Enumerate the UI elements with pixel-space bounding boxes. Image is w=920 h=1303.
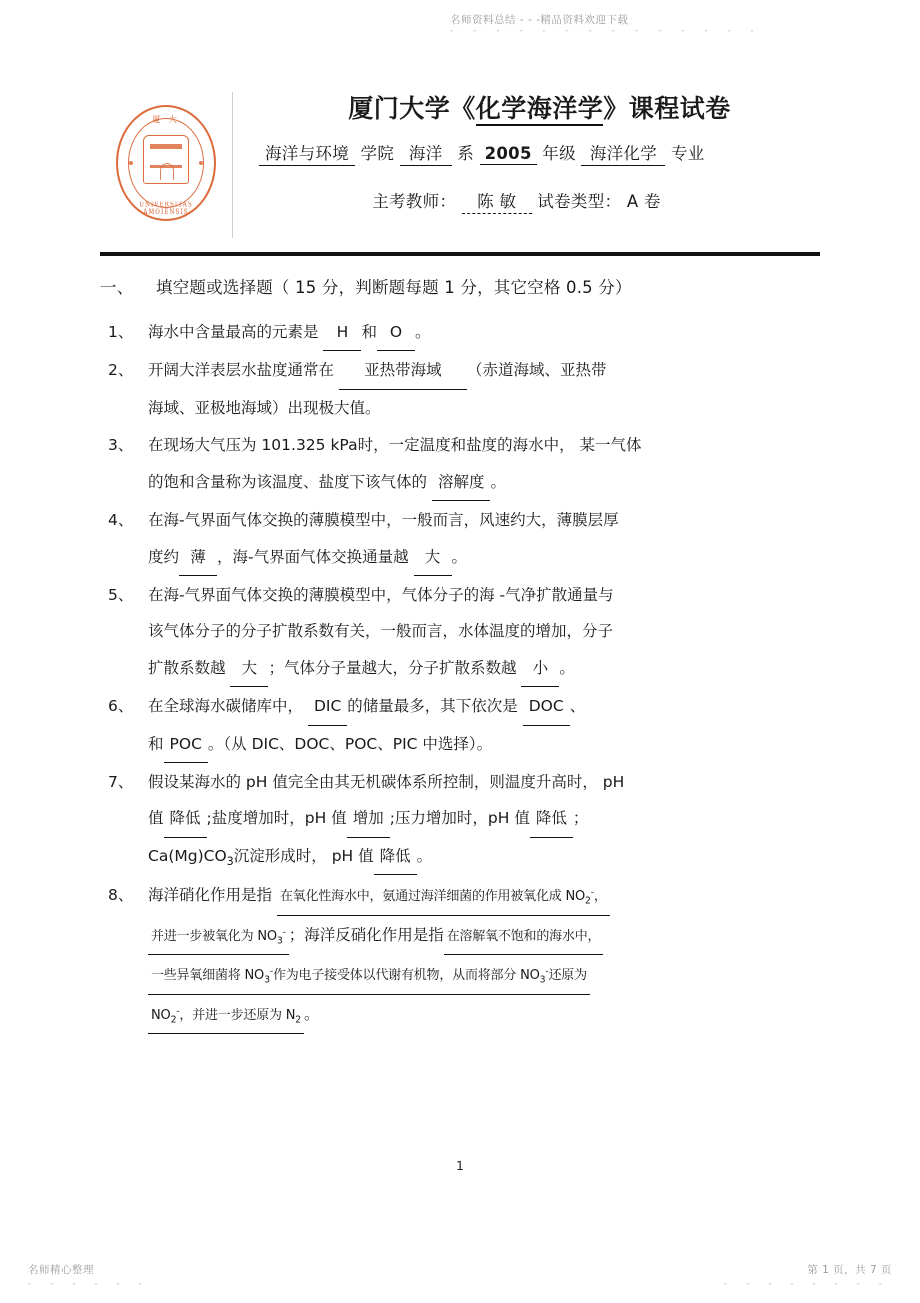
teacher-label: 主考教师： — [372, 191, 457, 211]
question-body — [148, 577, 820, 687]
question-item — [100, 577, 820, 687]
answer-blank[interactable]: DOC — [523, 688, 570, 725]
question-text: 在海-气界面气体交换的薄膜模型中，一般而言，风速约大，薄膜层厚 — [148, 511, 619, 530]
question-line — [148, 502, 820, 538]
watermark-bottom-right-dots: - - - - - - - - — [723, 1279, 890, 1289]
question-line — [148, 916, 820, 956]
university-seal-icon — [116, 105, 216, 221]
question-text: 假设某海水的 pH 值完全由其无机碳体系所控制，则温度升高时， pH — [148, 773, 625, 792]
college-label: 学院 — [360, 143, 395, 163]
question-number: 1、 — [108, 323, 134, 341]
question-text: ;盐度增加时，pH 值 — [206, 809, 347, 828]
question-line — [148, 464, 820, 501]
question-text: 沉淀形成时， pH 值 — [233, 846, 374, 865]
question-item — [100, 314, 820, 351]
meta-line-teacher — [259, 188, 820, 214]
watermark-bottom-left-dots: - - - - - - — [28, 1279, 150, 1289]
answer-blank[interactable]: 大 — [414, 539, 452, 576]
answer-text[interactable]: 在溶解氧不饱和的海水中， — [444, 921, 604, 956]
college-value[interactable]: 海洋与环境 — [259, 140, 355, 166]
question-text: 海水中含量最高的元素是 — [148, 323, 324, 341]
header-text-block — [233, 88, 820, 238]
question-line — [148, 995, 820, 1035]
section-number: 一、 — [100, 278, 134, 297]
question-text: 在全球海水碳储库中， — [148, 697, 308, 716]
question-line — [148, 764, 820, 800]
question-text: 。 — [559, 658, 575, 677]
question-number: 7、 — [108, 773, 134, 792]
question-text: 。 — [414, 323, 431, 341]
question-text: 和 — [361, 323, 377, 341]
answer-text[interactable]: 一些异氧细菌将 $NO_3^-$作为电子接受体以代谢有机物，从而将部分 $NO_3^-$还原为 — [148, 960, 590, 995]
answer-blank[interactable]: DIC — [308, 688, 347, 725]
question-line — [148, 688, 820, 725]
question-line — [148, 352, 820, 389]
question-text: 。（从 DIC、DOC、POC、PIC 中选择）。 — [207, 734, 493, 753]
exam-header — [100, 88, 820, 238]
question-body — [148, 876, 820, 1034]
question-text: ； — [572, 809, 589, 828]
meta-line-college — [259, 140, 820, 166]
section-title: 填空题或选择题（ 15 分，判断题每题 1 分，其它空格 0.5 分） — [156, 278, 632, 297]
question-text: 海域、亚极地海域）出现极大值。 — [148, 398, 381, 417]
watermark-bottom-right: 第 1 页，共 7 页 — [807, 1264, 892, 1276]
question-number: 2、 — [108, 361, 134, 380]
question-text: 度约 — [148, 547, 180, 566]
question-item — [100, 688, 820, 763]
question-text: 。 — [304, 1004, 320, 1023]
answer-blank[interactable]: 薄 — [179, 539, 217, 576]
question-list — [100, 314, 820, 1034]
watermark-top-dots: - - - - - - - - - - - - - - — [450, 26, 763, 36]
answer-blank[interactable]: 大 — [230, 650, 268, 687]
answer-text[interactable]: 并进一步被氧化为 $NO_3^-$ — [148, 921, 289, 956]
question-text: 。 — [490, 472, 506, 491]
question-line — [148, 390, 820, 426]
answer-text[interactable]: $NO_2^-$，并进一步还原为 $N_2$ — [148, 1000, 304, 1035]
question-line — [148, 539, 820, 576]
question-text: 的饱和含量称为该温度、盐度下该气体的 — [148, 472, 432, 491]
answer-blank[interactable]: 小 — [521, 650, 559, 687]
teacher-value[interactable]: 陈 敏 — [462, 188, 532, 214]
question-text: 在现场大气压为 101.325 kPa时，一定温度和盐度的海水中， 某一气体 — [148, 436, 642, 455]
question-text: 。 — [451, 547, 468, 566]
answer-blank[interactable]: POC — [164, 726, 208, 763]
question-item — [100, 352, 820, 426]
title-prefix: 厦门大学《 — [348, 94, 476, 123]
question-line — [148, 876, 820, 916]
exam-content — [100, 256, 820, 1034]
title-course-name: 化学海洋学 — [476, 94, 604, 126]
question-text: 该气体分子的分子扩散系数有关，一般而言，水体温度的增加，分子 — [148, 622, 614, 641]
question-line — [148, 838, 820, 875]
question-line — [148, 613, 820, 649]
answer-text[interactable]: 在氧化性海水中，氨通过海洋细菌的作用被氧化成 $NO_2^-$， — [277, 881, 610, 916]
question-body — [148, 688, 820, 763]
seal-tick-right — [199, 161, 203, 165]
question-body — [148, 352, 820, 426]
question-text: 海洋硝化作用是指 — [148, 886, 277, 905]
seal-arc-text: UNIVERSITAS AMOIENSIS — [139, 201, 193, 217]
watermark-top-text: 名师资料总结 - - -精品资料欢迎下载 — [450, 14, 629, 26]
question-text: 在海-气界面气体交换的薄膜模型中，气体分子的海 -气净扩散通量与 — [148, 585, 614, 604]
question-text: 和 — [148, 734, 164, 753]
question-body — [148, 764, 820, 875]
question-text: 。 — [416, 846, 433, 865]
seal-container — [100, 88, 232, 238]
answer-blank[interactable]: 增加 — [347, 800, 390, 837]
question-line — [148, 726, 820, 763]
question-number: 6、 — [108, 697, 134, 716]
question-item — [100, 764, 820, 875]
answer-blank[interactable]: O — [377, 314, 415, 351]
question-item — [100, 502, 820, 576]
answer-blank[interactable]: 降低 — [530, 800, 573, 837]
question-line — [148, 650, 820, 687]
chemical-formula: $Ca(Mg)CO_3$ — [148, 846, 234, 868]
seal-crest-icon — [143, 135, 189, 184]
watermark-bottom-left: 名师精心整理 — [28, 1264, 94, 1276]
seal-top-chars: 厦 大 — [152, 115, 180, 125]
question-text: ；气体分子量越大，分子扩散系数越 — [268, 658, 522, 677]
question-body — [148, 502, 820, 576]
question-text: 值 — [148, 809, 164, 828]
question-text: （赤道海域、亚热带 — [466, 361, 607, 380]
answer-blank[interactable]: 亚热带海域 — [339, 352, 467, 389]
question-text: 、 — [569, 697, 586, 716]
question-number: 4、 — [108, 511, 134, 530]
question-item — [100, 427, 820, 501]
department-value[interactable]: 海洋 — [400, 140, 452, 166]
question-text: 扩散系数越 — [148, 658, 231, 677]
grade-value[interactable]: 2005 — [480, 144, 537, 165]
answer-blank[interactable]: H — [323, 314, 361, 351]
page-title — [259, 90, 820, 128]
question-text: 开阔大洋表层水盐度通常在 — [148, 361, 339, 380]
paper-type-value: A 卷 — [626, 191, 661, 211]
question-number: 3、 — [108, 436, 134, 455]
question-body — [148, 314, 820, 351]
question-line — [148, 800, 820, 837]
question-item — [100, 876, 820, 1034]
paper-type-label: 试卷类型： — [537, 191, 622, 211]
question-text: ，海-气界面气体交换通量越 — [217, 547, 414, 566]
question-line — [148, 577, 820, 613]
department-label: 系 — [457, 143, 475, 163]
answer-blank[interactable]: 降低 — [374, 838, 417, 875]
question-number: 8、 — [108, 886, 134, 905]
question-body — [148, 427, 820, 501]
major-label: 专业 — [670, 143, 705, 163]
question-text: ;压力增加时，pH 值 — [389, 809, 530, 828]
grade-label: 年级 — [542, 143, 576, 163]
title-suffix: 》课程试卷 — [603, 94, 731, 123]
question-text: ；海洋反硝化作用是指 — [288, 925, 444, 944]
seal-tick-left — [129, 161, 133, 165]
answer-blank[interactable]: 降低 — [164, 800, 207, 837]
answer-blank[interactable]: 溶解度 — [432, 464, 491, 501]
page-number: 1 — [456, 1158, 464, 1173]
question-line — [148, 427, 820, 463]
question-line — [148, 955, 820, 995]
question-text: 的储量最多，其下依次是 — [347, 697, 523, 716]
section-heading — [100, 274, 820, 298]
major-value[interactable]: 海洋化学 — [581, 140, 665, 166]
question-line — [148, 314, 820, 351]
question-number: 5、 — [108, 585, 134, 604]
